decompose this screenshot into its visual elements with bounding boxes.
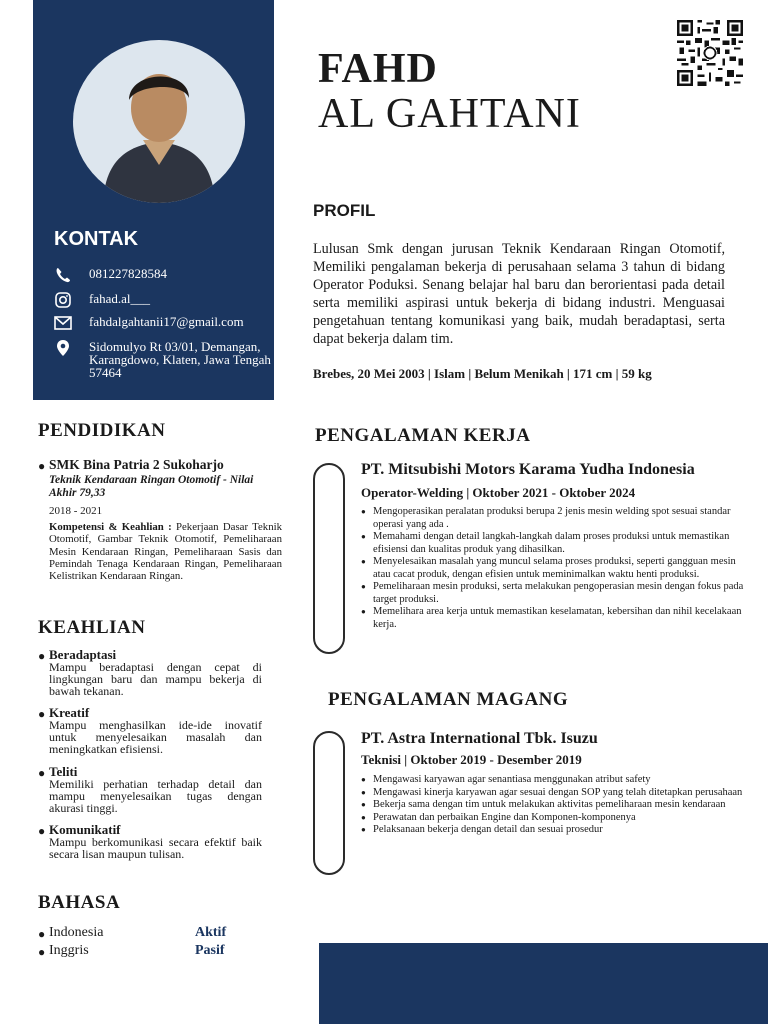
last-name: AL GAHTANI (318, 91, 581, 137)
timeline-capsule (313, 463, 345, 654)
skills-title: KEAHLIAN (38, 617, 146, 638)
contact-title: KONTAK (54, 228, 139, 250)
work-title: PENGALAMAN KERJA (315, 425, 531, 446)
language-level: Aktif (195, 925, 227, 940)
internship-duty: ● Bekerja sama dengan tim untuk melakukan aktivitas pemeliharaan mesin kendaraan (361, 799, 746, 812)
contact-phone (54, 267, 274, 283)
work-company: PT. Mitsubishi Motors Karama Yudha Indonesia (361, 461, 695, 478)
skill-desc: Memiliki perhatian terhadap detail dan mampu menyelesaikan tugas dengan akurasi tinggi. (49, 777, 262, 815)
bullet: ● (38, 766, 46, 780)
profile-text: Lulusan Smk dengan jurusan Teknik Kendaraan Ringan Otomotif, Memiliki pengalaman bekerja di perusahaan selama 3 tahun di bidang Operator Poduksi. Senang belajar hal baru dan berorientasi pada detail serta memiliki aspirasi untuk bekerja di bidang industri. Menguasai pengetahuan tentang komunikasi yang baik, mudah beradaptasi, serta dapat bekerja dalam tim. (313, 241, 725, 347)
skill-name: Komunikatif (49, 822, 121, 837)
education-competence (49, 521, 282, 582)
qr-code-icon (676, 20, 744, 86)
profile-title: PROFIL (313, 201, 376, 220)
language-level: Pasif (195, 943, 225, 958)
bullet: ● (38, 707, 46, 721)
internship-role: Teknisi | Oktober 2019 - Desember 2019 (361, 752, 582, 767)
work-role: Operator-Welding | Oktober 2021 - Oktober 2024 (361, 485, 636, 500)
first-name: FAHD (318, 46, 438, 92)
work-duty: ● Menyelesaikan masalah yang muncul selama proses produksi, seperti gangguan mesin atau cacat produk, dengan efisien untuk meminimalkan waktu henti produksi. (361, 556, 746, 581)
location-pin-icon (54, 340, 74, 356)
skill-name: Beradaptasi (49, 647, 117, 662)
contact-instagram-text: fahad.al___ (89, 291, 151, 306)
contact-address (54, 340, 274, 379)
profile-photo (73, 40, 245, 203)
contact-phone-text: 081227828584 (89, 266, 167, 281)
internship-company: PT. Astra International Tbk. Isuzu (361, 730, 598, 747)
internship-title: PENGALAMAN MAGANG (328, 689, 569, 710)
contact-instagram (54, 292, 274, 308)
education-years: 2018 - 2021 (49, 505, 103, 517)
skill-name: Kreatif (49, 705, 90, 720)
education-school: SMK Bina Patria 2 Sukoharjo (49, 457, 224, 472)
skill-desc: Mampu beradaptasi dengan cepat di lingkungan baru dan mampu bekerja di bawah tekanan. (49, 660, 262, 698)
work-duty: ● Pemeliharaan mesin produksi, serta melakukan pengoperasian mesin dengan fokus pada target produksi. (361, 581, 746, 606)
person-silhouette-icon (73, 40, 245, 203)
timeline-capsule (313, 731, 345, 875)
competence-text: Pekerjaan Dasar Teknik Otomotif, Gambar Teknik Otomotif, Pemeliharaan Mesin Kendaraan Ringan, Pemeliharaan Sasis dan Pemindah Tenaga Kendaraan Ringan, Pemeliharaan Kelistrikan Kendaraan Ringan. (49, 521, 282, 583)
footer-decoration (319, 943, 768, 1024)
work-duty: ● Memelihara area kerja untuk memastikan keselamatan, kebersihan dan nihil kecelakaan kerja. (361, 606, 746, 631)
work-duty: ● Memahami dengan detail langkah-langkah dalam proses produksi untuk memastikan efisiensi dan kualitas produk yang dihasilkan. (361, 531, 746, 556)
contact-email-text: fahdalgahtanii17@gmail.com (89, 314, 244, 329)
bullet: ● (38, 945, 46, 959)
bullet: ● (38, 459, 46, 473)
competence-label: Kompetensi & Keahlian : (49, 521, 172, 533)
personal-info: Brebes, 20 Mei 2003 | Islam | Belum Menikah | 171 cm | 59 kg (313, 366, 652, 381)
language-name: Inggris (49, 943, 89, 958)
work-duty: ● Mengoperasikan peralatan produksi berupa 2 jenis mesin welding spot sesuai standar operasi yang ada . (361, 506, 746, 531)
skill-name: Teliti (49, 764, 78, 779)
languages-title: BAHASA (38, 892, 121, 913)
contact-address-text: Sidomulyo Rt 03/01, Demangan, Karangdowo, Klaten, Jawa Tengah 57464 (89, 339, 271, 380)
work-duties (361, 506, 746, 631)
internship-duties (361, 774, 746, 837)
phone-icon (54, 267, 74, 283)
instagram-icon (54, 292, 74, 308)
bullet: ● (38, 927, 46, 941)
internship-duty: ● Mengawasi kinerja karyawan agar sesuai dengan SOP yang telah ditetapkan perusahaan (361, 787, 746, 800)
education-major: Teknik Kendaraan Ringan Otomotif - Nilai Akhir 79,33 (49, 474, 254, 499)
mail-icon (54, 315, 74, 331)
bullet: ● (38, 824, 46, 838)
skill-desc: Mampu berkomunikasi secara efektif baik secara lisan maupun tulisan. (49, 835, 262, 861)
skill-desc: Mampu menghasilkan ide-ide inovatif untuk menyelesaikan masalah dan meningkatkan efisiensi. (49, 718, 262, 756)
language-name: Indonesia (49, 925, 104, 940)
internship-duty: ● Mengawasi karyawan agar senantiasa menggunakan atribut safety (361, 774, 746, 787)
internship-duty: ● Pelaksanaan bekerja dengan detail dan sesuai prosedur (361, 824, 746, 837)
bullet: ● (38, 649, 46, 663)
internship-duty: ● Perawatan dan perbaikan Engine dan Komponen-komponenya (361, 812, 746, 825)
sidebar-contact-panel (33, 0, 274, 400)
education-title: PENDIDIKAN (38, 420, 166, 441)
contact-email (54, 315, 274, 331)
